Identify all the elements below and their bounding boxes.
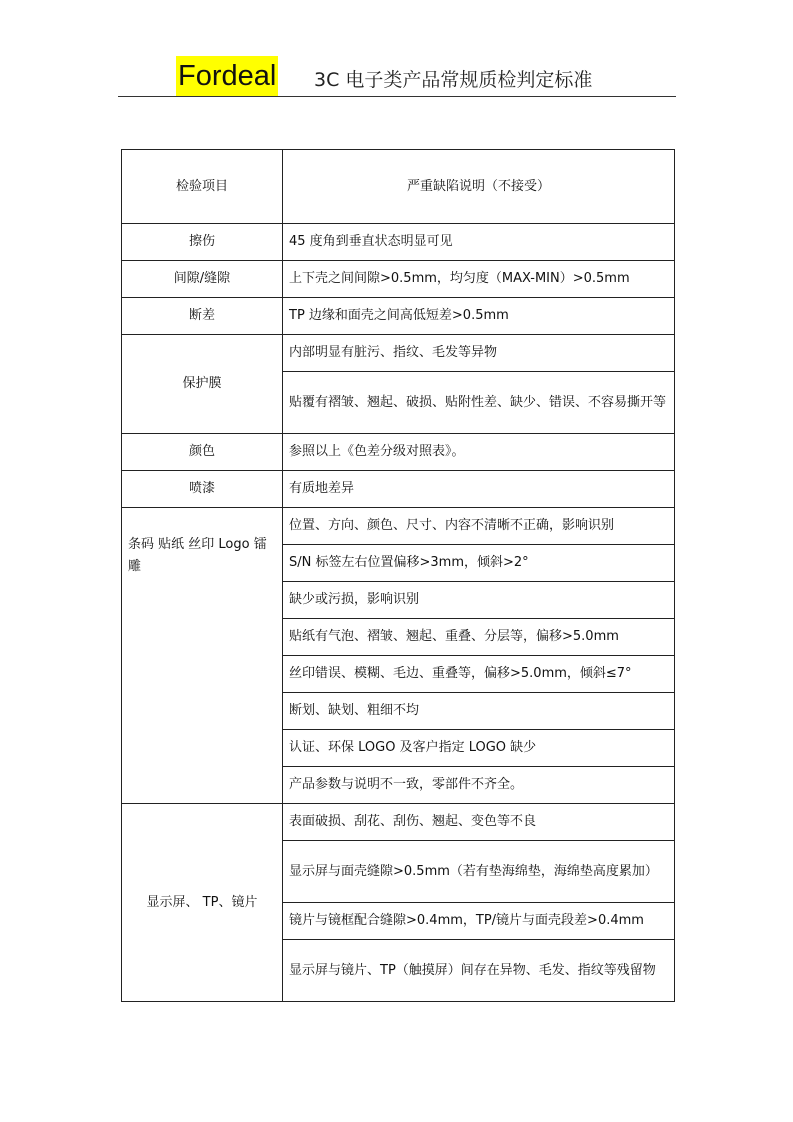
document-header [118,54,676,97]
defect-description: 表面破损、刮花、刮伤、翘起、变色等不良 [283,804,675,841]
table-row [122,335,675,372]
table-row [122,224,675,261]
table-row [122,434,675,471]
table-row [122,508,675,545]
inspection-item: 间隙/缝隙 [122,261,283,298]
defect-description: 贴纸有气泡、褶皱、翘起、重叠、分层等，偏移>5.0mm [283,619,675,656]
defect-description: TP 边缘和面壳之间高低短差>0.5mm [283,298,675,335]
defect-description: 认证、环保 LOGO 及客户指定 LOGO 缺少 [283,730,675,767]
defect-description: 显示屏与镜片、TP（触摸屏）间存在异物、毛发、指纹等残留物 [283,940,675,1002]
defect-description: 上下壳之间间隙>0.5mm，均匀度（MAX-MIN）>0.5mm [283,261,675,298]
table-row [122,471,675,508]
defect-description: 有质地差异 [283,471,675,508]
table-row [122,261,675,298]
document-title: 3C 电子类产品常规质检判定标准 [314,69,593,91]
defect-description: 位置、方向、颜色、尺寸、内容不清晰不正确，影响识别 [283,508,675,545]
brand-logo: Fordeal [176,56,278,96]
table-row [122,804,675,841]
inspection-item: 断差 [122,298,283,335]
inspection-item: 喷漆 [122,471,283,508]
inspection-standard-table [121,149,675,1002]
table-header-row [122,150,675,224]
inspection-item: 擦伤 [122,224,283,261]
inspection-item: 条码 贴纸 丝印 Logo 镭雕 [122,508,283,804]
defect-description: 丝印错误、模糊、毛边、重叠等，偏移>5.0mm，倾斜≤7° [283,656,675,693]
defect-description: 显示屏与面壳缝隙>0.5mm（若有垫海绵垫，海绵垫高度累加） [283,841,675,903]
inspection-item: 保护膜 [122,335,283,434]
inspection-item: 显示屏、 TP、镜片 [122,804,283,1002]
inspection-item: 颜色 [122,434,283,471]
table-row [122,298,675,335]
defect-description: 贴覆有褶皱、翘起、破损、贴附性差、缺少、错误、不容易撕开等 [283,372,675,434]
column-header-item: 检验项目 [122,150,283,224]
defect-description: 产品参数与说明不一致，零部件不齐全。 [283,767,675,804]
defect-description: 45 度角到垂直状态明显可见 [283,224,675,261]
defect-description: 内部明显有脏污、指纹、毛发等异物 [283,335,675,372]
defect-description: 缺少或污损，影响识别 [283,582,675,619]
defect-description: 参照以上《色差分级对照表》。 [283,434,675,471]
column-header-description: 严重缺陷说明（不接受） [283,150,675,224]
defect-description: 断划、缺划、粗细不均 [283,693,675,730]
defect-description: S/N 标签左右位置偏移>3mm，倾斜>2° [283,545,675,582]
defect-description: 镜片与镜框配合缝隙>0.4mm，TP/镜片与面壳段差>0.4mm [283,903,675,940]
